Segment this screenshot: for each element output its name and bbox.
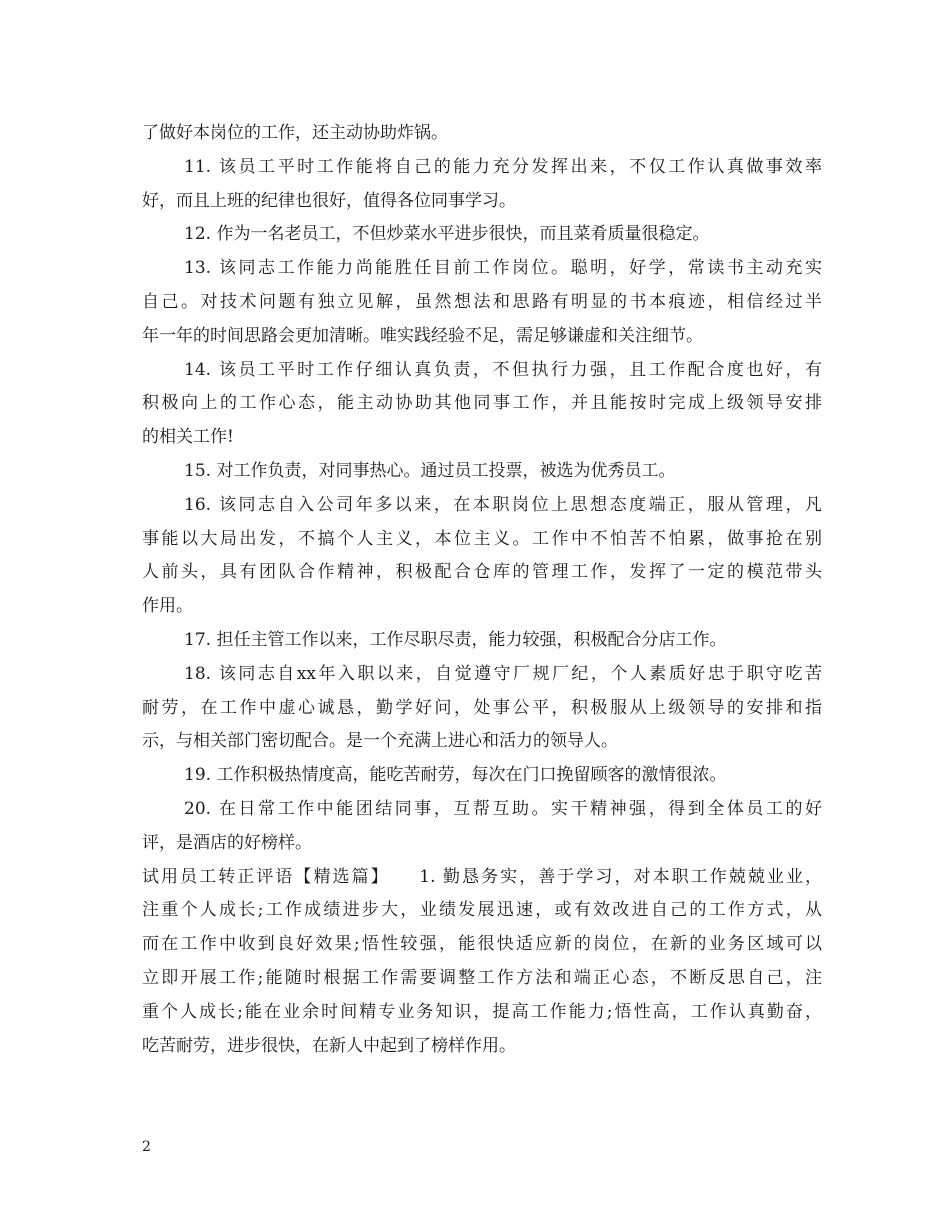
text-line: 18. 该同志自xx年入职以来，自觉遵守厂规厂纪，个人素质好忠于职守吃苦: [184, 663, 822, 684]
document-body: [142, 117, 822, 1063]
text-line: 20. 在日常工作中能团结同事，互帮互助。实干精神强，得到全体员工的好: [184, 798, 822, 819]
text-line: 11. 该员工平时工作能将自己的能力充分发挥出来，不仅工作认真做事效率: [184, 156, 822, 177]
text-line: 吃苦耐劳，进步很快，在新人中起到了榜样作用。: [142, 1035, 516, 1056]
text-line: 年一年的时间思路会更加清晰。唯实践经验不足，需足够谦虚和关注细节。: [142, 325, 703, 346]
text-line: 好，而且上班的纪律也很好，值得各位同事学习。: [142, 190, 516, 211]
text-line: 13. 该同志工作能力尚能胜任目前工作岗位。聪明，好学，常读书主动充实: [184, 258, 822, 279]
text-line: 积极向上的工作心态，能主动协助其他同事工作，并且能按时完成上级领导安排: [142, 393, 822, 414]
text-line: 14. 该员工平时工作仔细认真负责，不但执行力强，且工作配合度也好，有: [184, 359, 822, 380]
text-line: 自己。对技术问题有独立见解，虽然想法和思路有明显的书本痕迹，相信经过半: [142, 291, 822, 312]
text-line: 16. 该同志自入公司年多以来，在本职岗位上思想态度端正，服从管理，凡: [184, 494, 822, 515]
text-line: 示，与相关部门密切配合。是一个充满上进心和活力的领导人。: [142, 731, 618, 752]
text-line: 12. 作为一名老员工，不但炒菜水平进步很快，而且菜肴质量很稳定。: [184, 224, 710, 245]
text-line: 而在工作中收到良好效果;悟性较强，能很快适应新的岗位，在新的业务区域可以: [142, 934, 822, 955]
text-line: 重个人成长;能在业余时间精专业务知识，提高工作能力;悟性高，工作认真勤奋，: [142, 1001, 822, 1022]
text-line: 事能以大局出发，不搞个人主义，本位主义。工作中不怕苦不怕累，做事抢在别: [142, 528, 822, 549]
text-line: 注重个人成长;工作成绩进步大，业绩发展迅速，或有效改进自己的工作方式，从: [142, 900, 822, 921]
text-line: 17. 担任主管工作以来，工作尽职尽责，能力较强，积极配合分店工作。: [184, 629, 727, 650]
text-line: 作用。: [142, 596, 193, 617]
text-line: 了做好本岗位的工作，还主动协助炸锅。: [142, 123, 448, 143]
text-line: 立即开展工作;能随时根据工作需要调整工作方法和端正心态，不断反思自己，注: [142, 967, 822, 988]
text-line: 耐劳，在工作中虚心诚恳，勤学好问，处事公平，积极服从上级领导的安排和指: [142, 697, 822, 718]
text-line: 人前头，具有团队合作精神，积极配合仓库的管理工作，发挥了一定的模范带头: [142, 562, 822, 583]
page-number: 2: [142, 1139, 151, 1155]
text-line: 评，是酒店的好榜样。: [142, 832, 312, 853]
text-line: 试用员工转正评语【精选篇】 1. 勤恳务实，善于学习，对本职工作兢兢业业，: [142, 866, 822, 887]
text-line: 19. 工作积极热情度高，能吃苦耐劳，每次在门口挽留顾客的激情很浓。: [184, 765, 727, 786]
text-line: 的相关工作!: [142, 427, 234, 448]
text-line: 15. 对工作负责，对同事热心。通过员工投票，被选为优秀员工。: [184, 460, 676, 481]
